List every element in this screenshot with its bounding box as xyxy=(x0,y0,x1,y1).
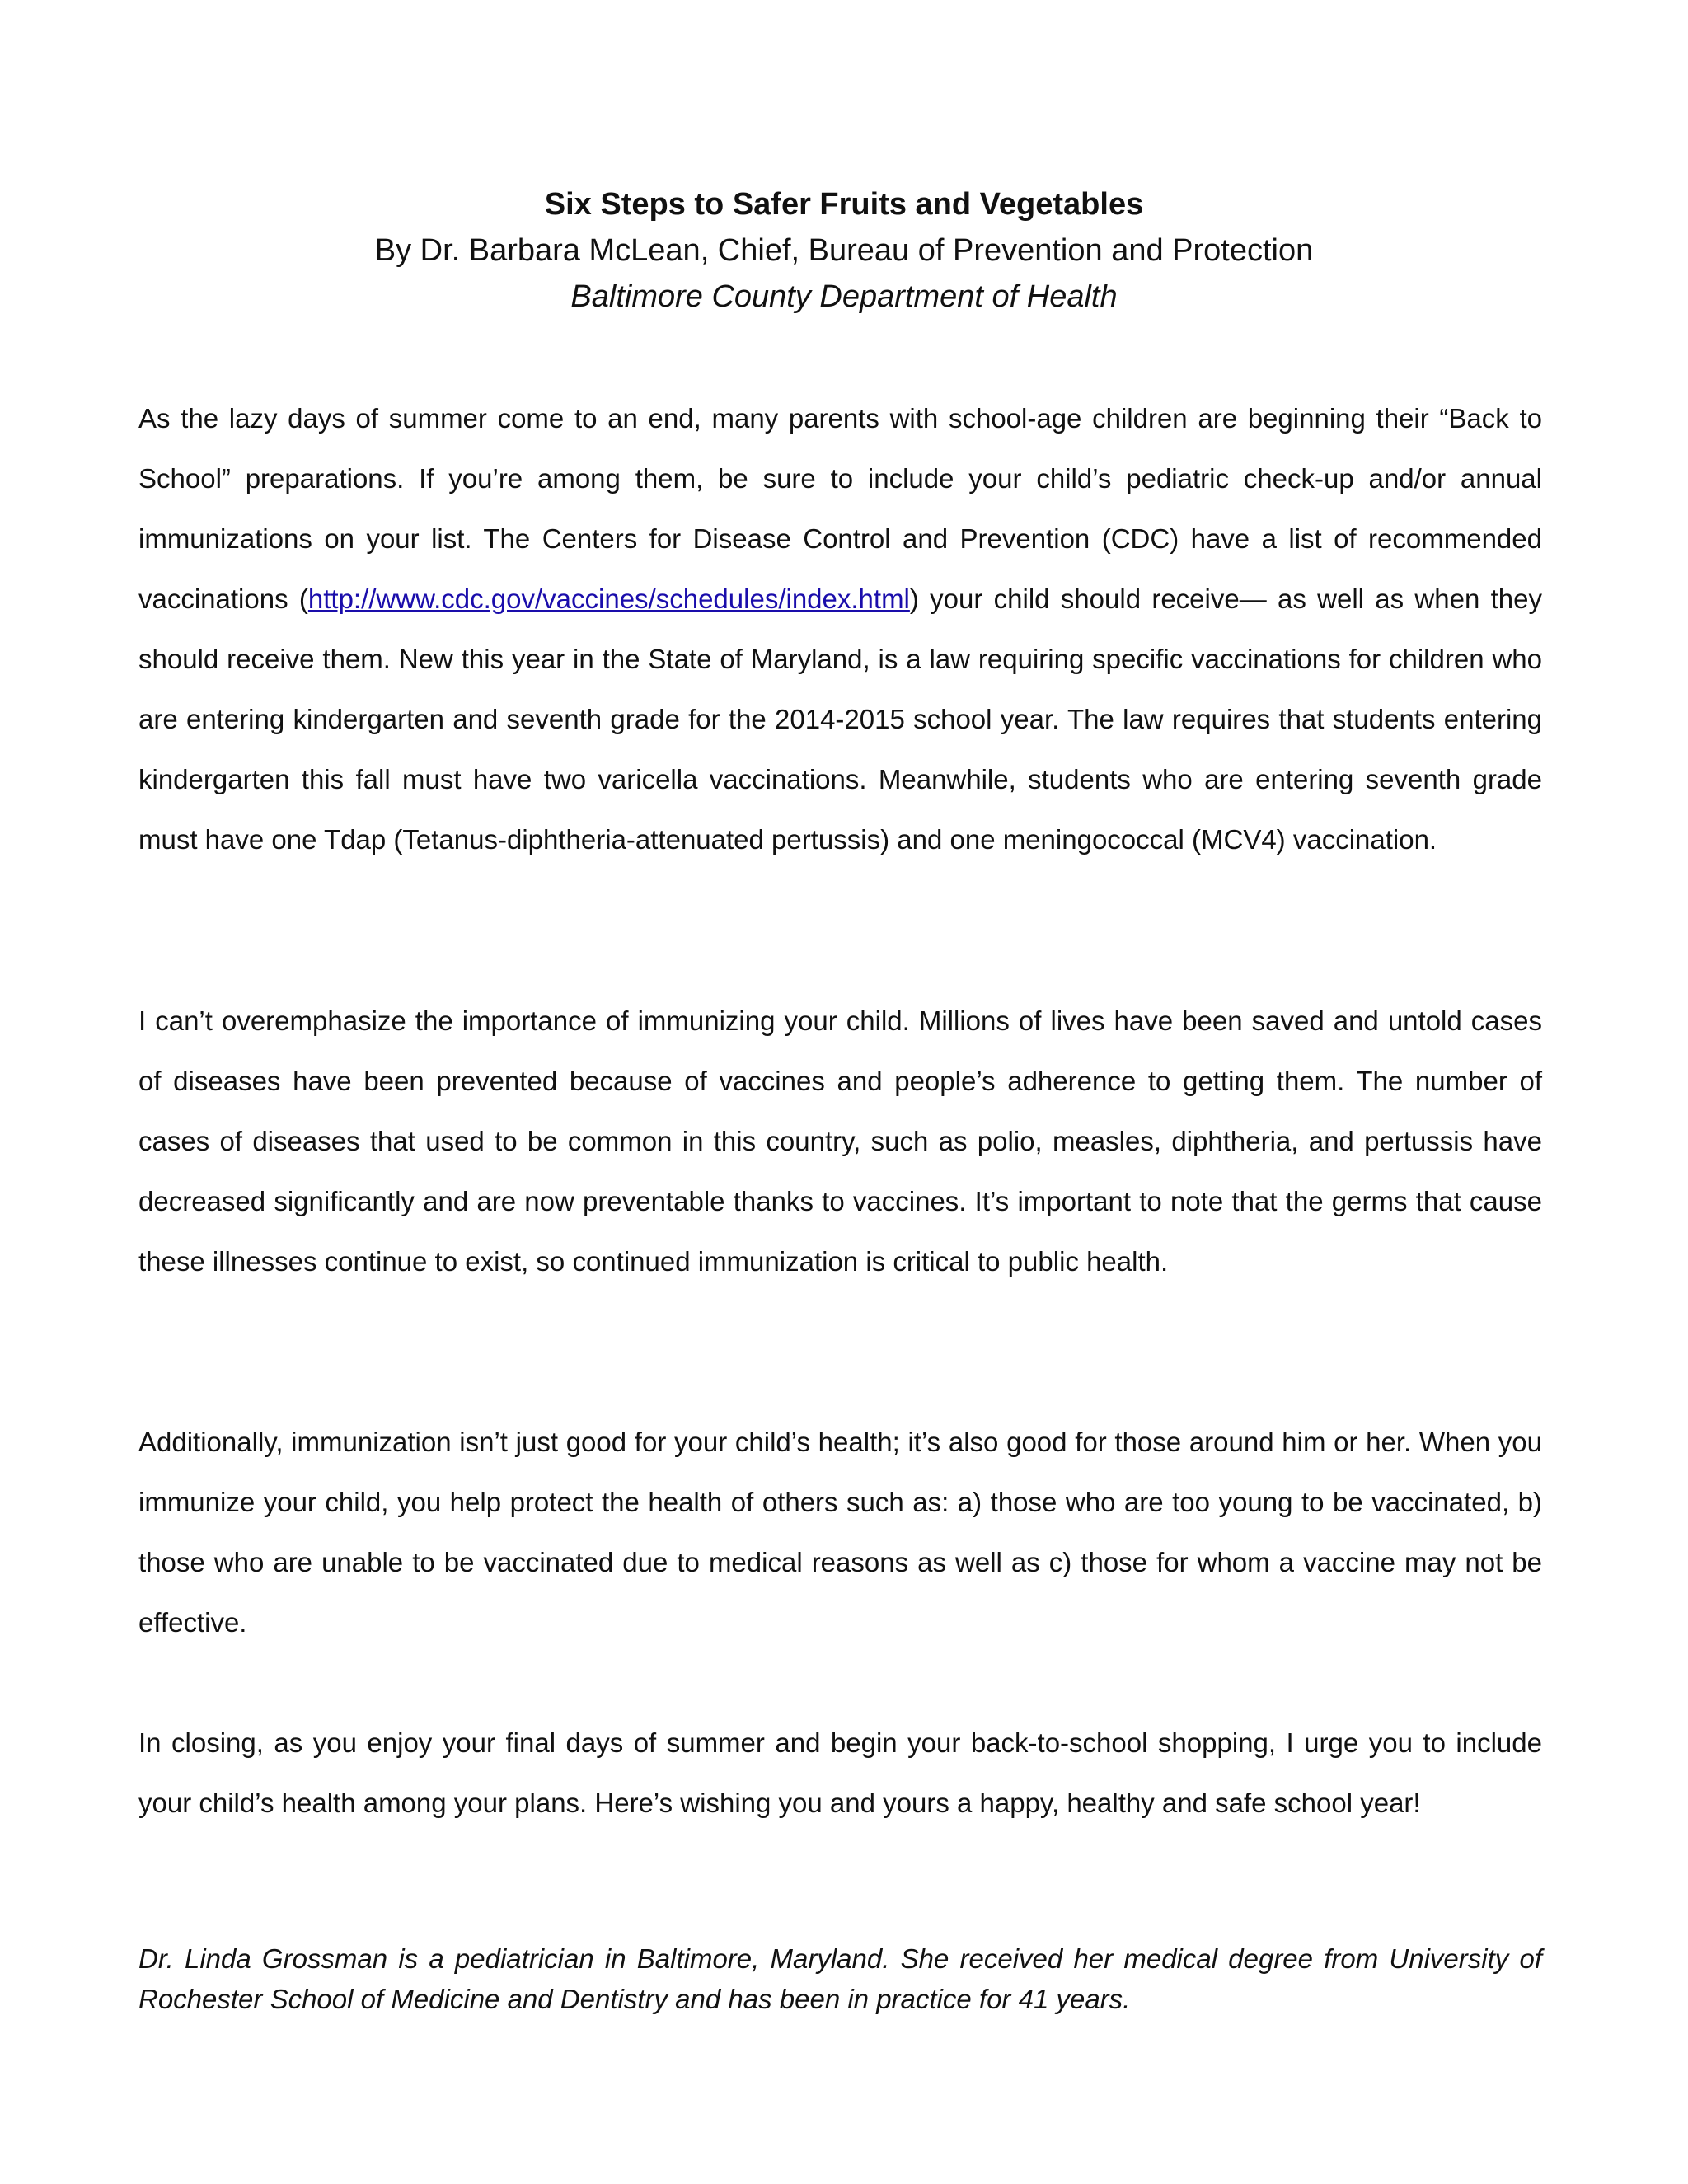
paragraph-intro-text-end: ) your child should receive— as well as when they should receive them. New this year in the State of Maryland, is a law requiring specific vaccinations for children who are entering kindergarten and seventh grade for the 2014-2015 school year. The law requires that students entering kindergarten this fall must have two varicella vaccinations. Meanwhile, students who are entering seventh grade must have one Tdap (Tetanus-diphtheria-attenuated pertussis) and one meningococcal (MCV4) vaccination. xyxy=(138,583,1542,855)
paragraph-intro xyxy=(138,388,1542,869)
document-header xyxy=(0,181,1688,320)
paragraph-community: Additionally, immunization isn’t just good for your child’s health; it’s also good for those around him or her. When you immunize your child, you help protect the health of others such as: a) those who are too young to be vaccinated, b) those who are unable to be vaccinated due to medical reasons as well as c) those for whom a vaccine may not be effective. xyxy=(138,1427,1542,1638)
author-byline: By Dr. Barbara McLean, Chief, Bureau of Prevention and Protection xyxy=(374,233,1314,268)
department-name: Baltimore County Department of Health xyxy=(570,279,1118,314)
document-title: Six Steps to Safer Fruits and Vegetables xyxy=(544,187,1144,222)
cdc-schedule-link[interactable]: http://www.cdc.gov/vaccines/schedules/index.html xyxy=(307,583,910,614)
paragraph-importance: I can’t overemphasize the importance of immunizing your child. Millions of lives have been saved and untold cases of diseases have been prevented because of vaccines and people’s adherence to getting them. The number of cases of diseases that used to be common in this country, such as polio, measles, diphtheria, and pertussis have decreased significantly and are now preventable thanks to vaccines. It’s important to note that the germs that cause these illnesses continue to exist, so continued immunization is critical to public health. xyxy=(138,1005,1542,1277)
paragraph-closing: In closing, as you enjoy your final days of summer and begin your back-to-school shopping, I urge you to include your child’s health among your plans. Here’s wishing you and yours a happy, healthy and safe school year! xyxy=(138,1727,1542,1818)
paragraph-intro-text-start: As the lazy days of summer come to an end, many parents with school-age children are beginning their “Back to School” preparations. If you’re among them, be sure to include your child’s pediatric check-up and/or annual immunizations on your list. The Centers for Disease Control and Prevention (CDC) have a list of recommended vaccinations ( xyxy=(138,403,1542,614)
author-bio: Dr. Linda Grossman is a pediatrician in Baltimore, Maryland. She received her medical degree from University of Rochester School of Medicine and Dentistry and has been in practice for 41 years. xyxy=(138,1943,1542,2014)
